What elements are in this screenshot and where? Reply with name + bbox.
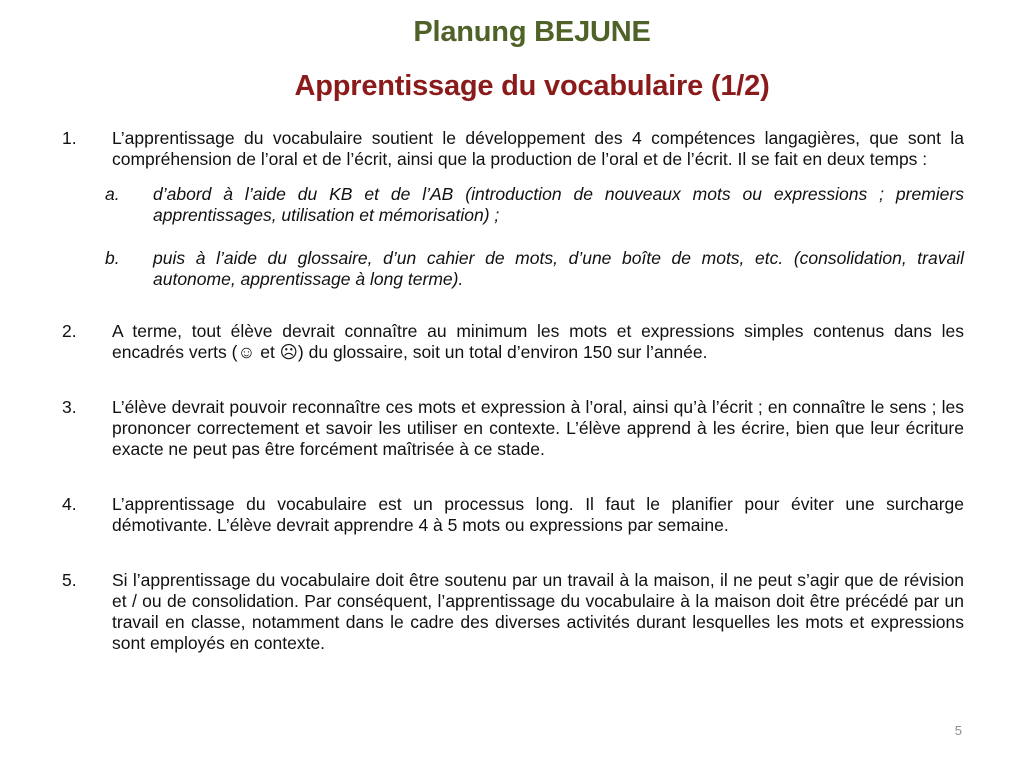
list-item-text: Si l’apprentissage du vocabulaire doit être soutenu par un travail à la maison, il ne peut s’agir que de révision et / ou de consolidation. Par conséquent, l’apprentissage du vocabulaire à la maison doit être précédé par un travail en classe, notamment dans le cadre des diverses activités durant lesquelles les mots et expressions sont employés en contexte. bbox=[112, 570, 964, 653]
list-number: 2. bbox=[62, 321, 77, 341]
list-item-3 bbox=[62, 397, 964, 460]
sub-item-text: puis à l’aide du glossaire, d’un cahier de mots, d’une boîte de mots, etc. (consolidation, travail autonome, apprentissage à long terme). bbox=[153, 248, 964, 289]
list-item-4 bbox=[62, 494, 964, 536]
list-item-text-part: et bbox=[255, 342, 280, 362]
list-item-text bbox=[112, 321, 964, 362]
list-number: 5. bbox=[62, 570, 77, 590]
list-item-text-part: ) du glossaire, soit un total d’environ 150 sur l’année. bbox=[297, 342, 708, 362]
sub-item-letter: a. bbox=[105, 184, 120, 204]
page-number: 5 bbox=[954, 723, 962, 738]
list-number: 1. bbox=[62, 128, 77, 148]
list-item-text: L’apprentissage du vocabulaire est un processus long. Il faut le planifier pour éviter une surcharge démotivante. L’élève devrait apprendre 4 à 5 mots ou expressions par semaine. bbox=[112, 494, 964, 535]
sub-item-text: d’abord à l’aide du KB et de l’AB (introduction de nouveaux mots ou expressions ; premiers apprentissages, utilisation et mémorisation) ; bbox=[153, 184, 964, 225]
list-item-5 bbox=[62, 570, 964, 654]
sub-item-a bbox=[62, 184, 964, 226]
list-item-text: L’élève devrait pouvoir reconnaître ces mots et expression à l’oral, ainsi qu’à l’écrit ; en connaître le sens ; les prononcer correctement et savoir les utiliser en contexte. L’élève apprend à les écrire, bien que leur écriture exacte ne peut pas être forcément maîtrisée à ce stade. bbox=[112, 397, 964, 459]
list-item-1 bbox=[62, 128, 964, 170]
list-number: 3. bbox=[62, 397, 77, 417]
list-item-text-part: A terme, tout élève devrait connaître au minimum les mots et expressions simples contenus dans les encadrés verts ( bbox=[112, 321, 964, 362]
sub-item-letter: b. bbox=[105, 248, 120, 268]
slide-title: Planung BEJUNE bbox=[413, 16, 651, 48]
list-item-2 bbox=[62, 321, 964, 363]
smiley-icon: ☺ bbox=[237, 342, 256, 362]
list-item-text: L’apprentissage du vocabulaire soutient le développement des 4 compétences langagières, que sont la compréhension de l’oral et de l’écrit, ainsi que la production de l’oral et de l’écrit. Il se fait en deux temps : bbox=[112, 128, 964, 169]
frowny-icon: ☹ bbox=[279, 342, 298, 362]
slide-subtitle: Apprentissage du vocabulaire (1/2) bbox=[294, 70, 770, 102]
list-number: 4. bbox=[62, 494, 77, 514]
content-list bbox=[62, 128, 964, 654]
sub-item-b bbox=[62, 248, 964, 290]
